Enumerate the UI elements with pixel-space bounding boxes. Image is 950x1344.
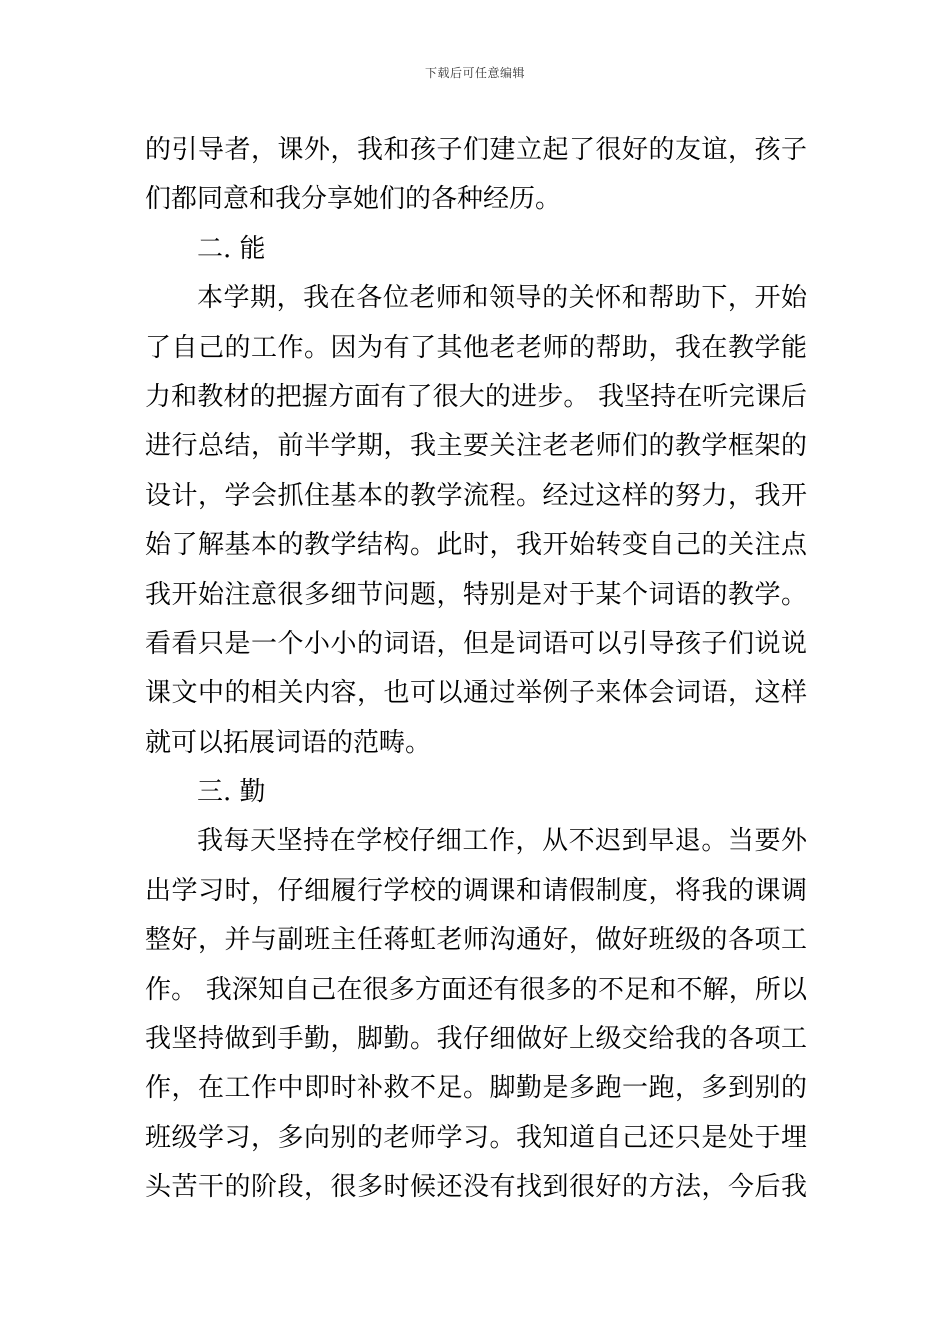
text-line: 作，在工作中即时补救不足。脚勤是多跑一跑，多到别的: [145, 1073, 807, 1104]
text-line: 出学习时，仔细履行学校的调课和请假制度，将我的课调: [145, 875, 807, 906]
text-line: 整好，并与副班主任蒋虹老师沟通好，做好班级的各项工: [145, 925, 807, 956]
section-heading: 二. 能: [197, 233, 266, 264]
text-line: 我坚持做到手勤，脚勤。我仔细做好上级交给我的各项工: [145, 1024, 807, 1055]
text-line: 课文中的相关内容，也可以通过举例子来体会词语，这样: [145, 678, 807, 709]
text-line: 我开始注意很多细节问题，特别是对于某个词语的教学。: [145, 579, 807, 610]
text-line: 设计，学会抓住基本的教学流程。经过这样的努力，我开: [145, 480, 807, 511]
section-heading: 三. 勤: [197, 777, 266, 808]
page-header: 下载后可任意编辑: [424, 66, 525, 80]
text-line: 头苦干的阶段，很多时候还没有找到很好的方法，今后我: [145, 1172, 807, 1203]
text-line: 我每天坚持在学校仔细工作，从不迟到早退。当要外: [197, 826, 807, 857]
paragraph: [145, 126, 807, 225]
text-line: 本学期，我在各位老师和领导的关怀和帮助下，开始: [197, 283, 807, 314]
text-line: 作。 我深知自己在很多方面还有很多的不足和不解，所以: [145, 974, 807, 1005]
text-line: 进行总结，前半学期，我主要关注老老师们的教学框架的: [145, 431, 807, 462]
text-line: 力和教材的把握方面有了很大的进步。 我坚持在听完课后: [145, 381, 807, 412]
document-body: [145, 126, 807, 1213]
text-line: 了自己的工作。因为有了其他老老师的帮助，我在教学能: [145, 332, 807, 363]
text-line: 的引导者，课外，我和孩子们建立起了很好的友谊，孩子: [145, 135, 807, 165]
text-line: 就可以拓展词语的范畴。: [145, 727, 432, 758]
text-line: 班级学习，多向别的老师学习。我知道自己还只是处于埋: [145, 1122, 807, 1153]
paragraph: [145, 817, 807, 1212]
text-line: 们都同意和我分享她们的各种经历。: [145, 184, 562, 215]
text-line: 看看只是一个小小的词语，但是词语可以引导孩子们说说: [145, 628, 807, 659]
paragraph: [145, 274, 807, 768]
text-line: 始了解基本的教学结构。此时，我开始转变自己的关注点: [145, 530, 807, 561]
